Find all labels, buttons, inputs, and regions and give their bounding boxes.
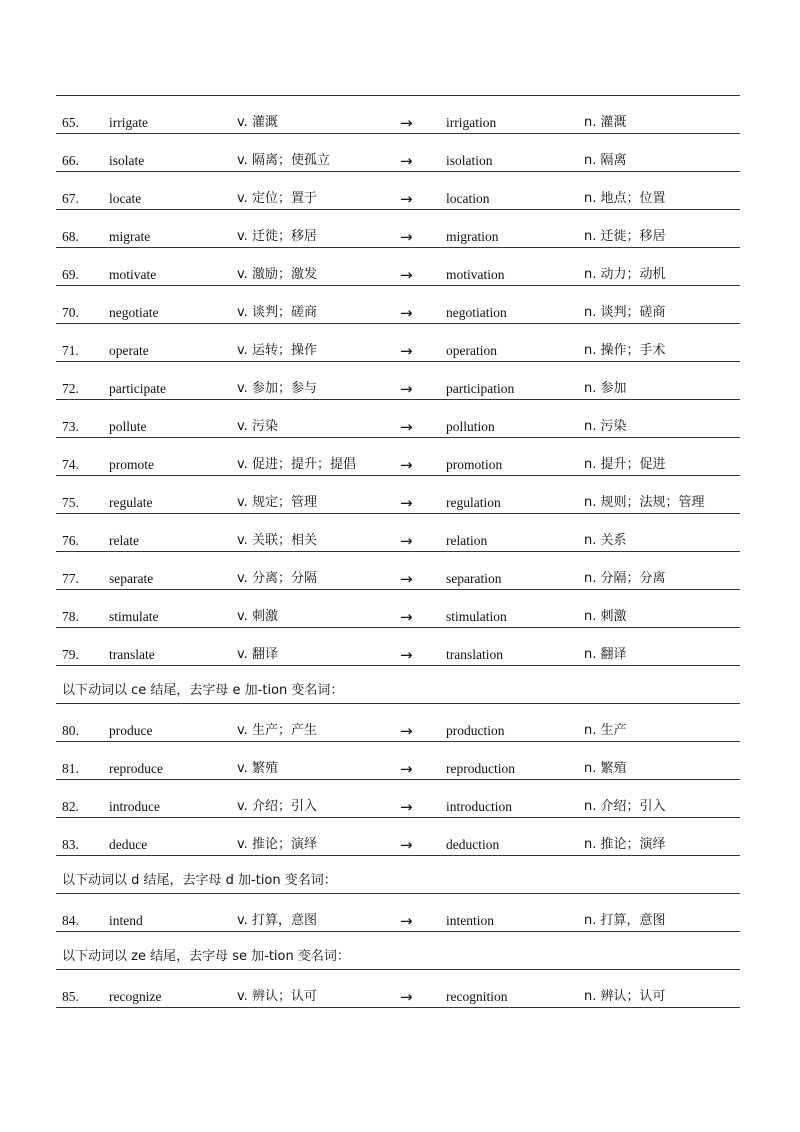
noun-word: regulation [446, 495, 501, 510]
entry-number: 65. [62, 115, 79, 130]
verb-word: intend [109, 913, 143, 928]
noun-definition: n. 地点；位置 [584, 191, 666, 206]
table-row [56, 324, 740, 362]
verb-word: motivate [109, 267, 157, 282]
verb-word: regulate [109, 495, 153, 510]
noun-definition: n. 介绍；引入 [584, 799, 666, 814]
verb-definition: v. 定位；置于 [237, 191, 317, 206]
table-row [56, 134, 740, 172]
noun-definition: n. 参加 [584, 381, 627, 396]
verb-definition: v. 促进；提升；提倡 [237, 457, 356, 472]
verb-definition: v. 谈判；磋商 [237, 305, 317, 320]
entry-number: 71. [62, 343, 79, 358]
section-heading [56, 932, 740, 970]
verb-word: locate [109, 191, 142, 206]
section-heading [56, 666, 740, 704]
arrow-icon: → [400, 380, 413, 398]
entry-number: 75. [62, 495, 79, 510]
verb-word: migrate [109, 229, 151, 244]
verb-word: operate [109, 343, 149, 358]
verb-definition: v. 激励；激发 [237, 267, 317, 282]
section-heading [56, 856, 740, 894]
noun-definition: n. 操作；手术 [584, 343, 666, 358]
noun-word: promotion [446, 457, 503, 472]
table-row [56, 894, 740, 932]
table-row [56, 96, 740, 134]
table-row [56, 704, 740, 742]
table-row [56, 210, 740, 248]
verb-word: pollute [109, 419, 147, 434]
table-row [56, 590, 740, 628]
entry-number: 68. [62, 229, 79, 244]
noun-word: participation [446, 381, 515, 396]
verb-definition: v. 辨认；认可 [237, 989, 317, 1004]
noun-word: isolation [446, 153, 493, 168]
table-row [56, 818, 740, 856]
entry-number: 66. [62, 153, 79, 168]
arrow-icon: → [400, 646, 413, 664]
noun-definition: n. 关系 [584, 533, 627, 548]
verb-definition: v. 打算，意图 [237, 913, 317, 928]
table-row [56, 362, 740, 400]
section-heading-text: 以下动词以 d 结尾，去字母 d 加-tion 变名词： [62, 873, 337, 888]
noun-definition: n. 刺激 [584, 609, 627, 624]
table-row [56, 438, 740, 476]
verb-word: promote [109, 457, 154, 472]
entry-number: 69. [62, 267, 79, 282]
verb-definition: v. 分离；分隔 [237, 571, 317, 586]
arrow-icon: → [400, 760, 413, 778]
arrow-icon: → [400, 836, 413, 854]
entry-number: 79. [62, 647, 79, 662]
entry-number: 78. [62, 609, 79, 624]
entry-number: 76. [62, 533, 79, 548]
entry-number: 83. [62, 837, 79, 852]
section-heading-text: 以下动词以 ze 结尾，去字母 se 加-tion 变名词： [62, 949, 350, 964]
noun-definition: n. 谈判；磋商 [584, 305, 666, 320]
table-row [56, 172, 740, 210]
verb-definition: v. 刺激 [237, 609, 278, 624]
noun-word: stimulation [446, 609, 507, 624]
entry-number: 84. [62, 913, 79, 928]
verb-definition: v. 关联；相关 [237, 533, 317, 548]
entry-number: 67. [62, 191, 79, 206]
table-row [56, 400, 740, 438]
entry-number: 82. [62, 799, 79, 814]
verb-word: negotiate [109, 305, 159, 320]
noun-definition: n. 打算，意图 [584, 913, 666, 928]
noun-definition: n. 生产 [584, 723, 627, 738]
table-row [56, 742, 740, 780]
verb-definition: v. 介绍；引入 [237, 799, 317, 814]
verb-definition: v. 生产；产生 [237, 723, 317, 738]
table-row [56, 476, 740, 514]
arrow-icon: → [400, 570, 413, 588]
arrow-icon: → [400, 722, 413, 740]
arrow-icon: → [400, 342, 413, 360]
arrow-icon: → [400, 456, 413, 474]
noun-definition: n. 辨认；认可 [584, 989, 666, 1004]
verb-definition: v. 推论；演绎 [237, 837, 317, 852]
verb-definition: v. 迁徙；移居 [237, 229, 317, 244]
noun-word: negotiation [446, 305, 507, 320]
noun-definition: n. 规则；法规；管理 [584, 495, 705, 510]
noun-word: motivation [446, 267, 505, 282]
verb-definition: v. 规定；管理 [237, 495, 317, 510]
verb-definition: v. 翻译 [237, 647, 278, 662]
table-row [56, 286, 740, 324]
verb-definition: v. 隔离；使孤立 [237, 153, 330, 168]
noun-word: operation [446, 343, 497, 358]
noun-definition: n. 隔离 [584, 153, 627, 168]
noun-word: irrigation [446, 115, 497, 130]
verb-word: reproduce [109, 761, 163, 776]
entry-number: 73. [62, 419, 79, 434]
noun-definition: n. 提升；促进 [584, 457, 666, 472]
noun-word: location [446, 191, 490, 206]
arrow-icon: → [400, 152, 413, 170]
entry-number: 81. [62, 761, 79, 776]
arrow-icon: → [400, 114, 413, 132]
entry-number: 80. [62, 723, 79, 738]
noun-word: migration [446, 229, 499, 244]
verb-word: stimulate [109, 609, 159, 624]
verb-definition: v. 运转；操作 [237, 343, 317, 358]
entry-number: 70. [62, 305, 79, 320]
table-row [56, 970, 740, 1008]
entry-number: 74. [62, 457, 79, 472]
verb-word: produce [109, 723, 153, 738]
noun-word: intention [446, 913, 494, 928]
arrow-icon: → [400, 608, 413, 626]
noun-definition: n. 翻译 [584, 647, 627, 662]
arrow-icon: → [400, 532, 413, 550]
noun-word: recognition [446, 989, 508, 1004]
noun-definition: n. 灌溉 [584, 115, 627, 130]
noun-word: deduction [446, 837, 500, 852]
noun-word: translation [446, 647, 503, 662]
noun-word: reproduction [446, 761, 515, 776]
noun-word: separation [446, 571, 502, 586]
arrow-icon: → [400, 266, 413, 284]
noun-definition: n. 迁徙；移居 [584, 229, 666, 244]
verb-word: isolate [109, 153, 145, 168]
verb-word: introduce [109, 799, 160, 814]
noun-word: pollution [446, 419, 495, 434]
noun-definition: n. 分隔；分离 [584, 571, 666, 586]
arrow-icon: → [400, 494, 413, 512]
entry-number: 72. [62, 381, 79, 396]
table-row [56, 628, 740, 666]
entry-number: 77. [62, 571, 79, 586]
table-row [56, 780, 740, 818]
arrow-icon: → [400, 190, 413, 208]
table-row [56, 552, 740, 590]
noun-definition: n. 污染 [584, 419, 627, 434]
verb-word: separate [109, 571, 154, 586]
table-row [56, 514, 740, 552]
noun-word: relation [446, 533, 488, 548]
arrow-icon: → [400, 228, 413, 246]
verb-definition: v. 参加；参与 [237, 381, 317, 396]
vocabulary-table [56, 95, 740, 1008]
verb-definition: v. 繁殖 [237, 761, 278, 776]
arrow-icon: → [400, 988, 413, 1006]
verb-word: deduce [109, 837, 148, 852]
arrow-icon: → [400, 912, 413, 930]
noun-definition: n. 动力；动机 [584, 267, 666, 282]
section-heading-text: 以下动词以 ce 结尾，去字母 e 加-tion 变名词： [62, 683, 344, 698]
verb-word: recognize [109, 989, 162, 1004]
arrow-icon: → [400, 798, 413, 816]
verb-definition: v. 污染 [237, 419, 278, 434]
verb-definition: v. 灌溉 [237, 115, 278, 130]
arrow-icon: → [400, 304, 413, 322]
noun-definition: n. 推论；演绎 [584, 837, 666, 852]
verb-word: irrigate [109, 115, 148, 130]
verb-word: relate [109, 533, 139, 548]
table-row [56, 248, 740, 286]
noun-word: introduction [446, 799, 512, 814]
entry-number: 85. [62, 989, 79, 1004]
noun-definition: n. 繁殖 [584, 761, 627, 776]
verb-word: translate [109, 647, 155, 662]
noun-word: production [446, 723, 505, 738]
verb-word: participate [109, 381, 166, 396]
arrow-icon: → [400, 418, 413, 436]
